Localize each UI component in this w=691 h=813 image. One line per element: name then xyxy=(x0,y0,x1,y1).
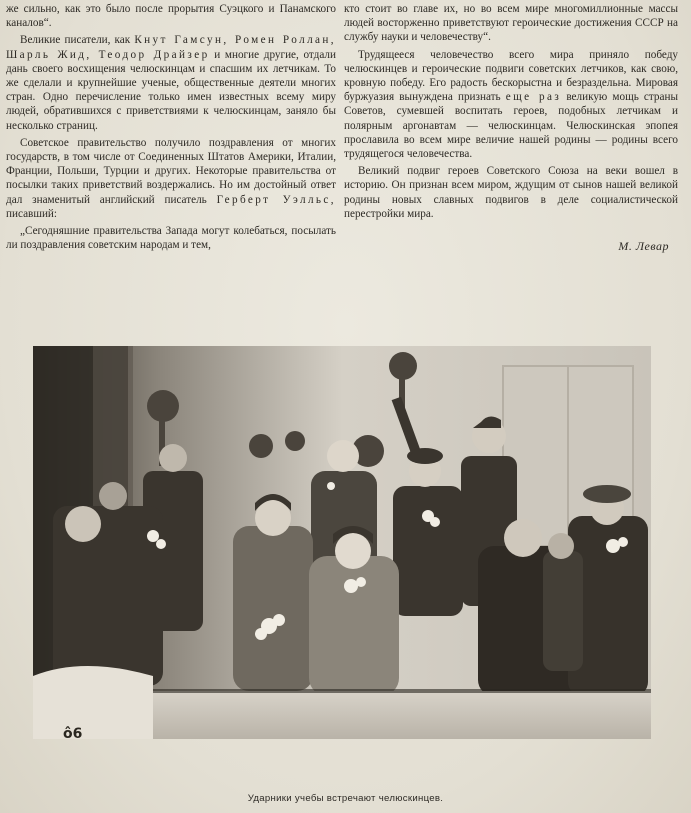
emphasis-once-more: еще раз xyxy=(505,91,562,104)
crowd-photo xyxy=(33,346,651,739)
right-paragraph-2 xyxy=(344,48,678,162)
photo-caption: Ударники учебы встречают челюскинцев. xyxy=(247,793,444,804)
writers-intro: Великие писатели, как xyxy=(20,34,131,47)
wells-wrote: писавший: xyxy=(6,207,58,220)
writers-rest: и многие другие, отдали дань своего восхищения челюскинцам и спасшим их летчикам. То же сделали и крупнейшие ученые, общественные деятели многих стран. Одно перечисление только имен известных всему миру людей, обратившихся с приветствиями к челюскинцам, заняло бы несколько страниц. xyxy=(6,48,337,132)
svg-text:ô6: ô6 xyxy=(63,726,83,739)
wells-name: Герберт Уэлльс, xyxy=(216,193,336,206)
government-text: Советское правительство получило поздравления от многих государств, в том числе от Соединенных Штатов Америки, Италии, Франции, Польши, Турции и других. Некоторые правительства от посылки таких приветствий воздержались. Но им достойный ответ дал знаменитый английский писатель xyxy=(6,136,336,206)
left-paragraph-2 xyxy=(6,33,336,132)
humanity-rest: великую мощь страны Советов, сумевшей воспитать героев, подобных летчикам и полярным аргонавтам — челюскинцам. Челюскинская эпопея прославила во всем мире величие нашей родины — родины всего трудящегося человечества. xyxy=(344,91,678,161)
humanity-text: Трудящееся человечество всего мира приняло победу челюскинцев и героические подвиги советских летчиков, как свою, кровную победу. Его радость бескорыстна и безраздельна. Мировая буржуазия вынуждена признать xyxy=(344,48,678,104)
left-paragraph-1: же сильно, как это было после прорытия Суэцкого и Панамского каналов“. xyxy=(6,3,336,30)
right-text-column xyxy=(344,2,678,224)
writers-names: Кнут Гамсун, Ромен Роллан, Шарль Жид, Теодор Драйзер xyxy=(6,34,337,61)
left-text-column xyxy=(6,2,336,255)
right-paragraph-1: кто стоит во главе их, но во всем мире многомиллионные массы людей восторженно приветствуют героические достижения СССР на службу науки и человечеству“. xyxy=(344,3,678,44)
author-signature: М. Левар xyxy=(618,239,669,253)
left-paragraph-4: „Сегодняшние правительства Запада могут колебаться, посылать ли поздравления советским народам и тем, xyxy=(6,225,336,252)
left-paragraph-3 xyxy=(6,136,336,221)
right-paragraph-3: Великий подвиг героев Советского Союза на веки вошел в историю. Он признан всем миром, ждущим от сынов нашей великой родины новых славных подвигов в деле социалистической перестройки мира. xyxy=(344,165,678,220)
crowd-photo-icon xyxy=(33,346,651,739)
